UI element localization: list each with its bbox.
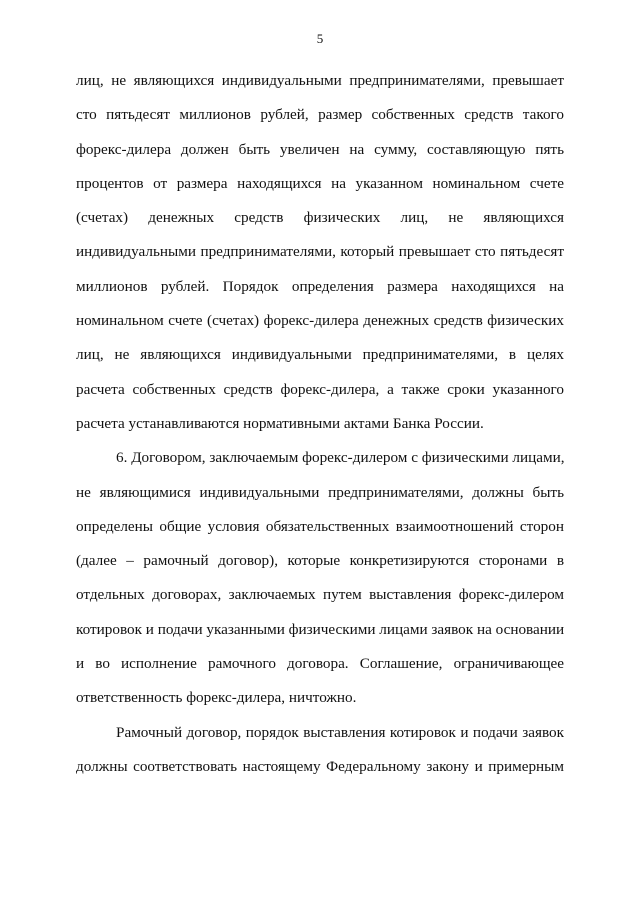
text-line: процентов от размера находящихся на указанном номинальном счете (76, 174, 564, 192)
text-line: лиц, не являющихся индивидуальными предпринимателями, превышает (76, 72, 564, 89)
text-line: должны соответствовать настоящему Федеральному закону и примерным (76, 757, 564, 775)
text-line: лиц, не являющихся индивидуальными предпринимателями, в целях (76, 346, 564, 364)
text-line: ответственность форекс-дилера, ничтожно. (76, 689, 357, 707)
text-line: Рамочный договор, порядок выставления котировок и подачи заявок (116, 723, 564, 741)
text-line: (счетах) денежных средств физических лиц, не являющихся (76, 209, 564, 227)
text-line: номинальном счете (счетах) форекс-дилера денежных средств физических (76, 312, 564, 330)
text-line: миллионов рублей. Порядок определения размера находящихся на (76, 277, 564, 295)
text-line: и во исполнение рамочного договора. Соглашение, ограничивающее (76, 655, 564, 673)
text-line: индивидуальными предпринимателями, который превышает сто пятьдесят (76, 243, 564, 261)
text-line: расчета устанавливаются нормативными актами Банка России. (76, 414, 484, 432)
page-number: 5 (316, 31, 324, 46)
text-line: расчета собственных средств форекс-дилера, а также сроки указанного (76, 380, 564, 398)
document-body (76, 64, 564, 784)
text-line: 6. Договором, заключаемым форекс-дилером с физическими лицами, (116, 449, 565, 467)
text-line: (далее – рамочный договор), которые конкретизируются сторонами в (76, 552, 564, 570)
text-line: отдельных договорах, заключаемых путем выставления форекс-дилером (76, 586, 564, 604)
text-line: не являющимися индивидуальными предпринимателями, должны быть (76, 483, 564, 501)
text-line: форекс-дилера должен быть увеличен на сумму, составляющую пять (76, 140, 564, 158)
text-line: определены общие условия обязательственных взаимоотношений сторон (76, 517, 564, 535)
text-line: сто пятьдесят миллионов рублей, размер собственных средств такого (76, 106, 564, 124)
text-line: котировок и подачи указанными физическими лицами заявок на основании (76, 620, 565, 638)
